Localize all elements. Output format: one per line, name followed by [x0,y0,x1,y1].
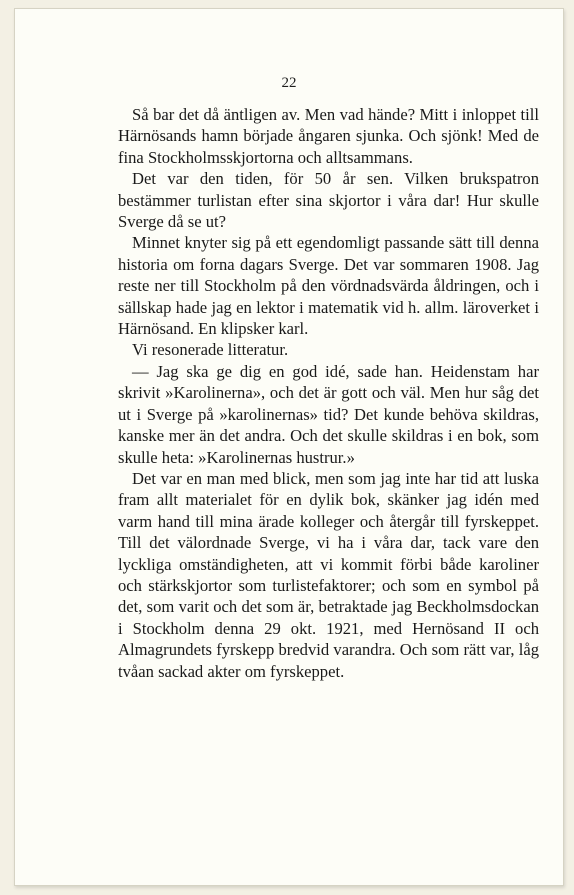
page-number: 22 [281,75,297,91]
paragraph: Så bar det då äntligen av. Men vad hände? Mitt i inloppet till Härnösands hamn började ångaren sjunka. Och sjönk! Med de fina Stockholmsskjortorna och alltsammans. [118,105,539,167]
paragraph: Det var en man med blick, men som jag inte har tid att luska fram allt materialet för en dylik bok, skänker jag idén med varm hand till mina ärade kolleger och återgår till fyrskeppet. Till det välordnade Sverge, vi ha i våra dar, tack vare den lyckliga omständigheten, att vi kommit förbi både karoliner och stärkskjortor som turlistefaktorer; och som en symbol på det, som varit och det som är, betraktade jag Beckholmsdockan i Stockholm denna 29 okt. 1921, med Hernösand II och Almagrundets fyrskepp bredvid varandra. Och som rätt var, låg tvåan sackad akter om fyrskeppet. [118,468,539,681]
paragraph: — Jag ska ge dig en god idé, sade han. Heidenstam har skrivit »Karolinerna», och det är gott och väl. Men hur såg det ut i Sverge på »karolinernas» tid? Det kunde behöva skildras, kanske mer än det andra. Och det skulle skildras i en bok, som skulle heta: »Karolinernas hustrur.» [118,361,539,467]
paragraph: Det var den tiden, för 50 år sen. Vilken brukspatron bestämmer turlistan efter sina skjortor i våra dar! Hur skulle Sverge då se ut? [118,169,539,232]
body-text [118,104,539,682]
paragraph: Vi resonerade litteratur. [132,340,289,360]
paragraph: Minnet knyter sig på ett egendomligt passande sätt till denna historia om forna dagars Sverge. Det var sommaren 1908. Jag reste ner till Stockholm på den vördnadsvärda åldringen, och i sällskap hade jag en lektor i matematik vid h. allm. läroverket i Härnösand. En klipsker karl. [118,233,539,339]
book-page [14,8,564,886]
